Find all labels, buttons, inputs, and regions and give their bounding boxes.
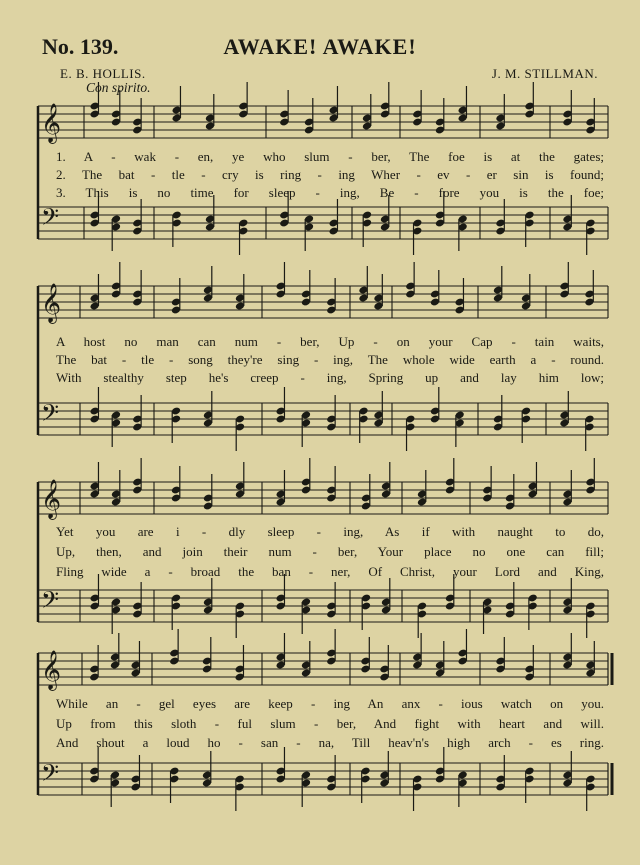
bass-note bbox=[304, 214, 314, 251]
bass-note bbox=[203, 391, 213, 428]
bass-note bbox=[235, 601, 245, 638]
treble-note bbox=[301, 458, 311, 495]
treble-note bbox=[584, 270, 594, 307]
treble-clef-icon: 𝄞 bbox=[41, 103, 62, 143]
treble-note bbox=[235, 274, 245, 311]
bass-note bbox=[585, 601, 595, 638]
bass-note bbox=[132, 199, 142, 236]
treble-note bbox=[111, 470, 121, 507]
treble-note bbox=[89, 645, 99, 682]
lyric-text: With stealthy step he's creep - ing, Spring up and lay him low; bbox=[56, 370, 604, 385]
treble-note bbox=[235, 462, 245, 499]
treble-note bbox=[205, 94, 215, 131]
bass-note bbox=[111, 410, 121, 447]
treble-note bbox=[493, 266, 503, 303]
bass-note bbox=[169, 766, 179, 803]
treble-note bbox=[279, 90, 289, 127]
treble-note bbox=[562, 470, 572, 507]
treble-note bbox=[358, 266, 368, 303]
treble-note bbox=[417, 470, 427, 507]
bass-note bbox=[110, 770, 120, 807]
bass-note bbox=[373, 391, 383, 428]
bass-note bbox=[454, 410, 464, 447]
treble-note bbox=[559, 262, 569, 299]
treble-note bbox=[457, 629, 467, 666]
bass-note bbox=[234, 774, 244, 811]
bass-note bbox=[527, 593, 537, 630]
bass-note bbox=[482, 597, 492, 634]
bass-note bbox=[381, 578, 391, 615]
treble-note bbox=[132, 270, 142, 307]
bass-note bbox=[585, 218, 595, 255]
treble-note bbox=[454, 278, 464, 315]
lyric-text: Yet you are i - dly sleep - ing, As if with naught to do, bbox=[56, 524, 604, 539]
treble-note bbox=[326, 629, 336, 666]
treble-note bbox=[301, 270, 311, 307]
treble-note bbox=[373, 274, 383, 311]
treble-note bbox=[203, 266, 213, 303]
treble-note bbox=[585, 641, 595, 678]
bass-note bbox=[326, 582, 336, 619]
bass-note bbox=[412, 774, 422, 811]
bass-clef-icon: 𝄢 bbox=[41, 759, 60, 792]
treble-staff bbox=[38, 286, 608, 318]
bass-note bbox=[521, 406, 531, 443]
treble-note bbox=[301, 641, 311, 678]
bass-note bbox=[89, 747, 99, 784]
bass-note bbox=[562, 578, 572, 615]
bass-note bbox=[361, 593, 371, 630]
bass-note bbox=[584, 414, 594, 451]
bass-note bbox=[238, 218, 248, 255]
lyric-text: Up from this sloth - ful slum - ber, And fight with heart and will. bbox=[56, 716, 604, 731]
bass-note bbox=[505, 582, 515, 619]
bass-note bbox=[326, 395, 336, 432]
lyricist-credit: E. B. HOLLIS. bbox=[60, 66, 146, 81]
treble-note bbox=[412, 90, 422, 127]
treble-note bbox=[435, 641, 445, 678]
lyric-text: 2. The bat - tle - cry is ring - ing Wher - ev - er sin is found; bbox=[56, 167, 604, 182]
bass-note bbox=[435, 747, 445, 784]
treble-note bbox=[457, 86, 467, 123]
lyric-text: Fling wide a - broad the ban - ner, Of Christ, your Lord and King, bbox=[56, 564, 604, 579]
treble-note bbox=[89, 274, 99, 311]
treble-note bbox=[430, 270, 440, 307]
treble-note bbox=[171, 278, 181, 315]
treble-note bbox=[562, 90, 572, 127]
bass-note bbox=[275, 387, 285, 424]
bass-note bbox=[430, 387, 440, 424]
treble-note bbox=[524, 82, 534, 119]
treble-note bbox=[328, 86, 338, 123]
bass-note bbox=[417, 601, 427, 638]
bass-note bbox=[171, 406, 181, 443]
treble-note bbox=[234, 645, 244, 682]
treble-note bbox=[521, 274, 531, 311]
bass-note bbox=[559, 391, 569, 428]
bass-note bbox=[275, 747, 285, 784]
treble-note bbox=[326, 278, 336, 315]
treble-note bbox=[482, 466, 492, 503]
bass-note bbox=[111, 597, 121, 634]
bass-note bbox=[360, 766, 370, 803]
hymn-number: No. 139. bbox=[42, 34, 119, 59]
bass-note bbox=[524, 210, 534, 247]
treble-note bbox=[445, 458, 455, 495]
bass-note bbox=[171, 210, 181, 247]
treble-note bbox=[505, 474, 515, 511]
treble-note bbox=[379, 645, 389, 682]
treble-note bbox=[111, 262, 121, 299]
treble-note bbox=[360, 637, 370, 674]
bass-note bbox=[203, 578, 213, 615]
treble-note bbox=[495, 637, 505, 674]
treble-note bbox=[495, 94, 505, 131]
treble-note bbox=[238, 82, 248, 119]
treble-staff bbox=[38, 106, 608, 138]
treble-note bbox=[524, 645, 534, 682]
treble-note bbox=[130, 641, 140, 678]
treble-note bbox=[412, 633, 422, 670]
bass-note bbox=[326, 755, 336, 792]
treble-note bbox=[326, 466, 336, 503]
bass-note bbox=[495, 755, 505, 792]
treble-note bbox=[381, 462, 391, 499]
treble-note bbox=[527, 462, 537, 499]
bass-note bbox=[379, 751, 389, 788]
hymn-title: AWAKE! AWAKE! bbox=[223, 34, 417, 59]
treble-note bbox=[203, 474, 213, 511]
bass-note bbox=[132, 395, 142, 432]
bass-clef-icon: 𝄢 bbox=[41, 203, 60, 236]
treble-note bbox=[132, 458, 142, 495]
lyric-text: 1. A - wak - en, ye who slum - ber, The foe is at the gates; bbox=[56, 149, 604, 164]
bass-note bbox=[328, 199, 338, 236]
bass-note bbox=[457, 214, 467, 251]
treble-note bbox=[275, 470, 285, 507]
treble-note bbox=[585, 98, 595, 135]
bass-staff bbox=[38, 590, 608, 622]
bass-note bbox=[405, 414, 415, 451]
treble-clef-icon: 𝄞 bbox=[41, 650, 62, 690]
bass-note bbox=[89, 387, 99, 424]
bass-note bbox=[457, 770, 467, 807]
bass-staff bbox=[38, 207, 608, 239]
lyric-text: 3. This is no time for sleep - ing, Be - fore you is the foe; bbox=[56, 185, 604, 200]
treble-note bbox=[89, 462, 99, 499]
treble-note bbox=[169, 629, 179, 666]
lyric-text: And shout a loud ho - san - na, Till heav'n's high arch - es ring. bbox=[56, 735, 604, 750]
treble-note bbox=[275, 633, 285, 670]
bass-note bbox=[301, 597, 311, 634]
treble-note bbox=[110, 633, 120, 670]
treble-note bbox=[171, 86, 181, 123]
bass-note bbox=[362, 210, 372, 247]
treble-note bbox=[562, 633, 572, 670]
bass-note bbox=[301, 770, 311, 807]
bass-note bbox=[130, 755, 140, 792]
treble-note bbox=[435, 98, 445, 135]
treble-clef-icon: 𝄞 bbox=[41, 283, 62, 323]
treble-staff bbox=[38, 482, 608, 514]
bass-clef-icon: 𝄢 bbox=[41, 586, 60, 619]
lyric-text: While an - gel eyes are keep - ing An anx - ious watch on you. bbox=[56, 696, 604, 711]
bass-note bbox=[132, 582, 142, 619]
treble-note bbox=[304, 98, 314, 135]
treble-note bbox=[171, 466, 181, 503]
bass-note bbox=[358, 406, 368, 443]
treble-note bbox=[361, 474, 371, 511]
treble-note bbox=[585, 458, 595, 495]
tempo-marking: Con spirito. bbox=[86, 80, 151, 95]
treble-note bbox=[202, 637, 212, 674]
bass-note bbox=[202, 751, 212, 788]
treble-note bbox=[362, 94, 372, 131]
treble-note bbox=[275, 262, 285, 299]
treble-clef-icon: 𝄞 bbox=[41, 479, 62, 519]
treble-note bbox=[132, 98, 142, 135]
lyric-text: A host no man can num - ber, Up - on your Cap - tain waits, bbox=[56, 334, 604, 349]
treble-staff bbox=[38, 653, 608, 685]
bass-note bbox=[495, 199, 505, 236]
composer-credit: J. M. STILLMAN. bbox=[491, 66, 598, 81]
bass-note bbox=[493, 395, 503, 432]
bass-note bbox=[585, 774, 595, 811]
bass-staff bbox=[38, 763, 608, 795]
bass-note bbox=[111, 214, 121, 251]
treble-note bbox=[405, 262, 415, 299]
bass-note bbox=[171, 593, 181, 630]
lyric-text: The bat - tle - song they're sing - ing, The whole wide earth a - round. bbox=[56, 352, 604, 367]
bass-note bbox=[301, 410, 311, 447]
lyric-text: Up, then, and join their num - ber, Your place no one can fill; bbox=[56, 544, 604, 559]
bass-clef-icon: 𝄢 bbox=[41, 399, 60, 432]
bass-note bbox=[235, 414, 245, 451]
treble-note bbox=[380, 82, 390, 119]
bass-note bbox=[412, 218, 422, 255]
bass-note bbox=[562, 751, 572, 788]
bass-note bbox=[524, 766, 534, 803]
